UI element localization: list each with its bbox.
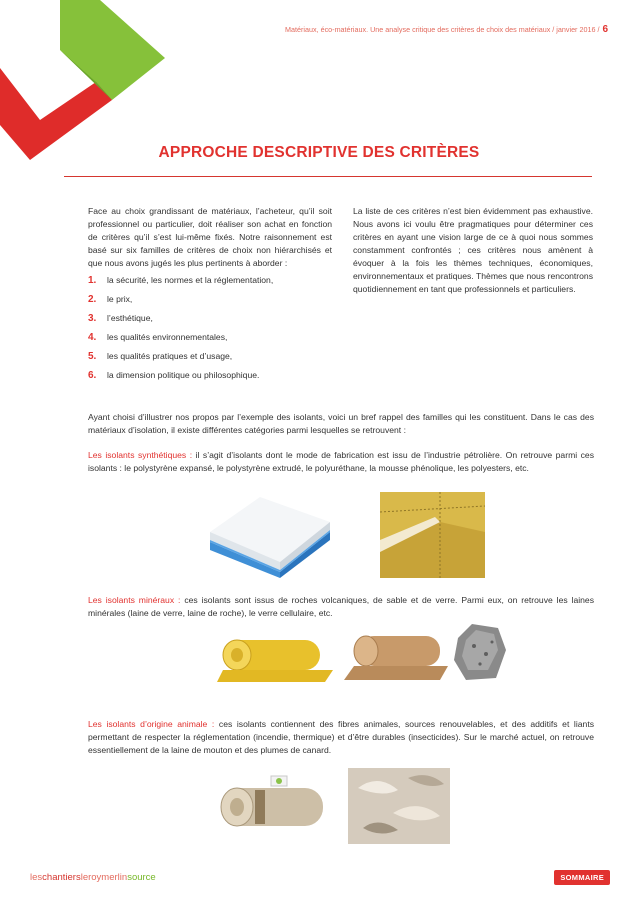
footer-brand: leschantiersleroymerlinsource [30,872,156,883]
rock-wool-roll-image [340,628,450,686]
criteria-item: 5. les qualités pratiques et d’usage, [88,351,233,362]
title-divider [64,176,592,177]
left-column [88,205,332,388]
criteria-item: 3. l’esthétique, [88,313,153,324]
brand-chevron-logo [0,0,170,165]
glass-wool-rolls-image [215,628,335,686]
duck-feathers-image [348,768,450,844]
page-title: APPROCHE DESCRIPTIVE DES CRITÈRES [158,144,480,161]
right-column: La liste de ces critères n’est bien évidemment pas exhaustive. Nous avons ici voulu être pragmatiques pour déterminer ces critères en ayant une vision large de ce à quoi nous sommes constamment confrontés ; ces critères nous amènent à évoquer à la fois les thèmes techniques, économiques, environnementaux et pratiques. Thèmes que nous rencontrons quotidiennement en tant que professionnels et particuliers. [353,206,593,294]
animale-label: Les isolants d’origine animale : [88,719,215,729]
running-header [285,24,608,35]
synthetiques-paragraph: Les isolants synthétiques : il s’agit d’isolants dont le mode de fabrication est issu de l’industrie pétrolière. On retrouve parmi ces isolants : le polystyrène expansé, le polystyrène extrudé, le polyuréthane, la mousse phénolique, les polyesters, etc. [88,450,595,473]
synthetiques-label: Les isolants synthétiques : [88,450,193,460]
criteria-item: 1. la sécurité, les normes et la réglementation, [88,275,274,286]
mineraux-label: Les isolants minéraux : [88,595,181,605]
criteria-item: 4. les qualités environnementales, [88,332,228,343]
page-number: 6 [602,24,608,35]
criteria-item: 2. le prix, [88,294,133,305]
criteria-item: 6. la dimension politique ou philosophique. [88,370,260,381]
animale-paragraph: Les isolants d’origine animale : ces isolants contiennent des fibres animales, sources renouvelables, et des additifs et liants permettant de respecter la réglementation (incendie, thermique) et d’être durables (insecticides). Sur le marché actuel, on retrouve essentiellement de la laine de mouton et des plumes de canard. [88,719,594,755]
polystyrene-boards-image [205,492,335,578]
sommaire-button[interactable]: SOMMAIRE [554,870,610,885]
criteria-list [88,274,332,388]
header-text: Matériaux, éco-matériaux. Une analyse critique des critères de choix des matériaux / janvier 2016 / [285,25,600,34]
cellular-glass-image [452,620,508,684]
mineraux-paragraph: Les isolants minéraux : ces isolants sont issus de roches volcaniques, de sable et de verre. Parmi eux, on retrouve les laines minérales (laine de verre, laine de roche), le verre cellulaire, etc. [88,595,594,618]
sheep-wool-roll-image [215,770,333,840]
left-intro: Face au choix grandissant de matériaux, l’acheteur, qu’il soit professionnel ou particulier, doit réaliser son achat en fonction de critères qu’il s’est lui-même fixés. Notre raisonnement est basé sur six familles de critères de choix non hiérarchisés et que nous avons jugés les plus pertinents à aborder : [88,206,332,268]
intro-isolants: Ayant choisi d’illustrer nos propos par l’exemple des isolants, voici un bref rappel des familles qui les constituent. Dans le cas des matériaux d’isolation, il existe différentes catégories parmi lesquelles se retrouvent : [88,412,594,435]
polyurethane-panels-image [380,492,485,578]
